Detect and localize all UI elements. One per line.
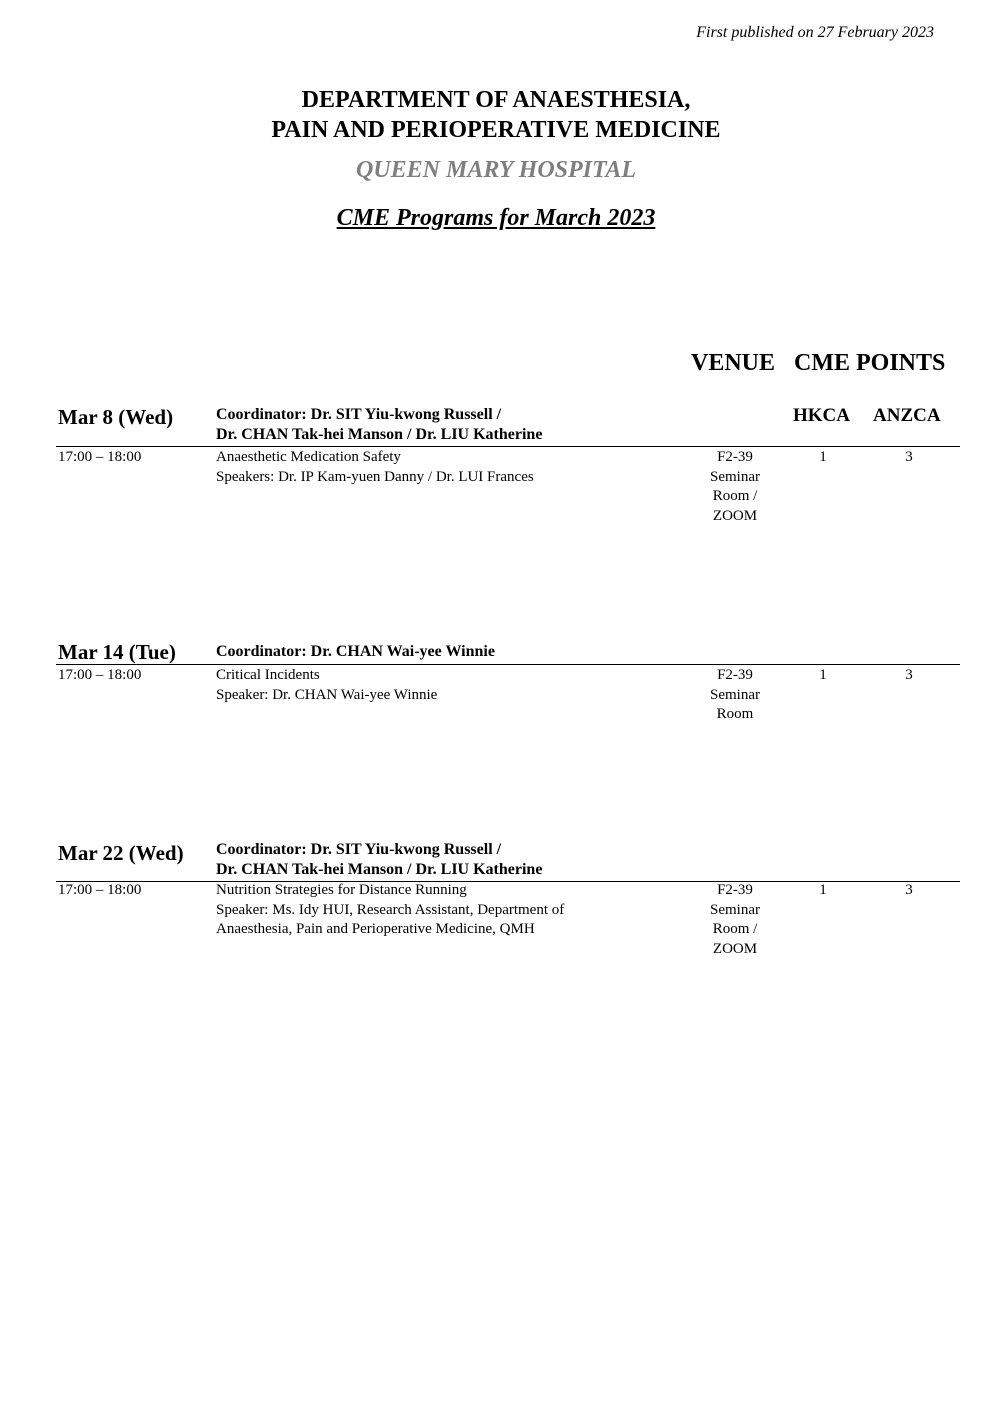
topic-title: Nutrition Strategies for Distance Running [216,882,467,898]
session-coordinator [216,840,542,880]
department-title-line-1: DEPARTMENT OF ANAESTHESIA, [301,87,691,113]
hkca-column-header: HKCA [793,405,850,426]
anzca-column-header: ANZCA [873,405,941,426]
publication-date: First published on 27 February 2023 [696,24,934,41]
speaker-line: Speaker: Dr. CHAN Wai-yee Winnie [216,686,438,703]
anzca-points: 3 [905,449,913,465]
speaker-line: Speaker: Ms. Idy HUI, Research Assistant, Department of [216,901,565,918]
hkca-points: 1 [819,667,827,683]
coordinator-line: Coordinator: Dr. SIT Yiu-kwong Russell / [216,406,502,423]
anzca-points: 3 [905,882,913,898]
venue-line: ZOOM [712,507,758,524]
coordinator-line: Dr. CHAN Tak-hei Manson / Dr. LIU Katherine [216,861,543,878]
venue-line: F2-39 [717,449,753,465]
session-divider [56,446,960,447]
venue-line: Seminar [710,468,760,485]
hkca-points: 1 [819,449,827,465]
session-topic [216,881,636,940]
speaker-line: Speakers: Dr. IP Kam-yuen Danny / Dr. LUI Frances [216,468,534,485]
session-venue [695,666,775,725]
coordinator-line: Coordinator: Dr. CHAN Wai-yee Winnie [216,643,495,660]
venue-line: Seminar [710,686,760,703]
program-title: CME Programs for March 2023 [336,205,656,231]
hospital-name: QUEEN MARY HOSPITAL [355,157,637,183]
venue-line: ZOOM [712,940,758,957]
cme-points-column-header: CME POINTS [794,350,946,376]
coordinator-line: Dr. CHAN Tak-hei Manson / Dr. LIU Katherine [216,426,543,443]
topic-title: Critical Incidents [216,667,320,683]
speaker-line: Anaesthesia, Pain and Perioperative Medicine, QMH [216,921,535,937]
venue-line: F2-39 [717,667,753,683]
session-time: 17:00 – 18:00 [58,882,142,898]
session-date: Mar 14 (Tue) [58,640,176,664]
session-date: Mar 8 (Wed) [58,405,174,429]
session-topic [216,666,636,705]
venue-line: Room / [712,921,758,937]
session-venue [695,448,775,526]
session-coordinator [216,405,542,445]
hkca-points: 1 [819,882,827,898]
session-time: 17:00 – 18:00 [58,667,142,683]
session-time: 17:00 – 18:00 [58,449,142,465]
session-topic [216,448,636,487]
venue-line: Seminar [710,901,760,918]
venue-line: F2-39 [717,882,753,898]
anzca-points: 3 [905,667,913,683]
session-venue [695,881,775,959]
coordinator-line: Coordinator: Dr. SIT Yiu-kwong Russell / [216,841,502,858]
session-divider [56,664,960,665]
department-title-line-2: PAIN AND PERIOPERATIVE MEDICINE [271,117,721,143]
venue-column-header: VENUE [691,350,776,376]
session-date: Mar 22 (Wed) [58,841,184,865]
topic-title: Anaesthetic Medication Safety [216,449,401,465]
session-coordinator [216,642,495,662]
venue-line: Room [716,706,754,722]
venue-line: Room / [712,488,758,504]
